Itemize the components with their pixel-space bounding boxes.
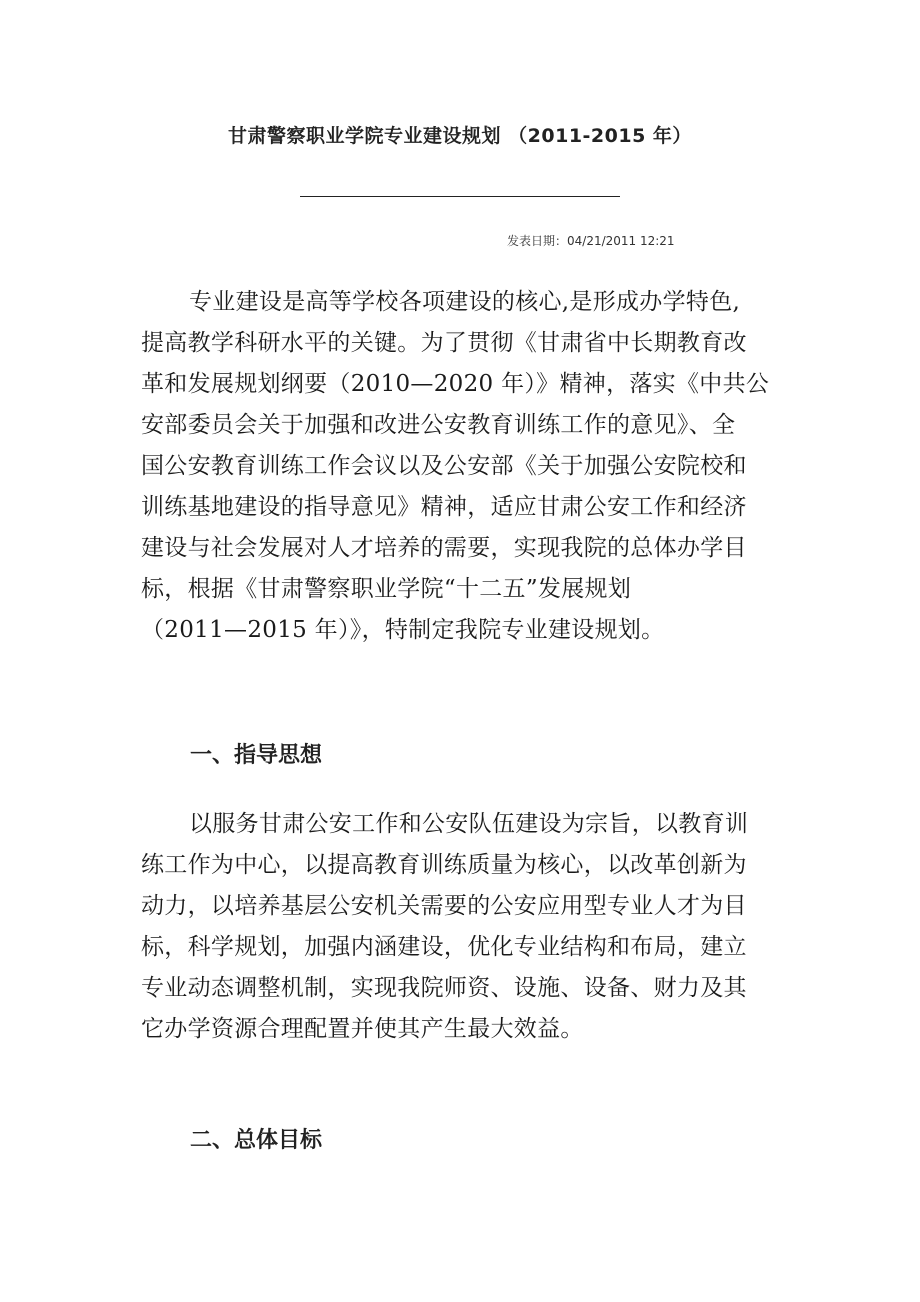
paragraph-line: 标，科学规划，加强内涵建设，优化专业结构和布局，建立 [141,934,747,960]
paragraph-line: 练工作为中心，以提高教育训练质量为核心，以改革创新为 [141,852,747,878]
paragraph-line: 国公安教育训练工作会议以及公安部《关于加强公安院校和 [141,453,747,479]
paragraph-line: 专业动态调整机制，实现我院师资、设施、设备、财力及其 [141,975,747,1001]
paragraph-line: 动力，以培养基层公安机关需要的公安应用型专业人才为目 [141,893,747,919]
intro-paragraph [141,282,781,651]
title-divider [300,196,620,197]
paragraph-line: 以服务甘肃公安工作和公安队伍建设为宗旨，以教育训 [189,811,749,837]
paragraph-line: 训练基地建设的指导意见》精神，适应甘肃公安工作和经济 [141,494,747,520]
section-heading-overall-goal: 二、总体目标 [190,1128,323,1153]
paragraph-line: 建设与社会发展对人才培养的需要，实现我院的总体办学目 [141,535,747,561]
paragraph-line: 它办学资源合理配置并使其产生最大效益。 [141,1016,584,1042]
paragraph-line: 专业建设是高等学校各项建设的核心,是形成办学特色, [189,289,741,315]
publish-date: 发表日期：04/21/2011 12:21 [507,234,675,248]
paragraph-line: 革和发展规划纲要（2010—2020 年）》精神，落实《中共公 [141,371,770,397]
paragraph-line: （2011—2015 年）》，特制定我院专业建设规划。 [141,617,665,643]
document-title: 甘肃警察职业学院专业建设规划 （2011-2015 年） [228,125,692,147]
paragraph-line: 安部委员会关于加强和改进公安教育训练工作的意见》、全 [141,412,736,438]
paragraph-line: 提高教学科研水平的关键。为了贯彻《甘肃省中长期教育改 [141,330,747,356]
paragraph-line: 标，根据《甘肃警察职业学院“十二五”发展规划 [141,576,632,602]
section-heading-guiding-ideology: 一、指导思想 [190,743,323,768]
guiding-ideology-paragraph [141,804,781,1050]
